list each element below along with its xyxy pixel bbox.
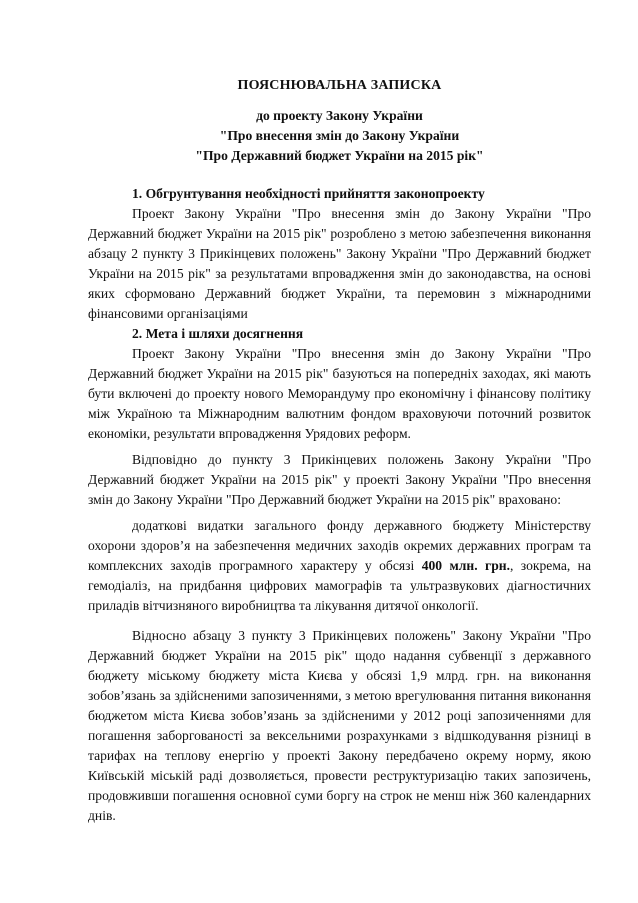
section-2-paragraph-3 [88, 516, 591, 616]
section-1-paragraph: Проект Закону України "Про внесення змін до Закону України "Про Державний бюджет України на 2015 рік" розроблено з метою забезпечення виконання абзацу 2 пункту 3 Прикінцевих положень" Закону України "Про Державний бюджет України на 2015 рік" за результатами впровадження змін до законодавства, на основі яких сформовано Державний бюджет України, та перемовин з міжнародними фінансовими організаціями [88, 206, 591, 321]
paragraph-3-text-start: додаткові видатки загального фонду державного бюджету Міністерству охорони здоров’я на забезпечення медичних заходів окремих державних програм та комплексних заходів програмного характеру у обсязі [88, 518, 591, 573]
document-title: ПОЯСНЮВАЛЬНА ЗАПИСКА [237, 78, 442, 93]
section-2-paragraph-4: Відносно абзацу 3 пункту 3 Прикінцевих положень" Закону України "Про Державний бюджет України на 2015 рік" щодо надання субвенції з державного бюджету міському бюджету міста Києва у обсязі 1,9 млрд. грн. на виконання зобов’язань за здійсненими запозиченнями, з метою врегулювання питання виконання бюджетом міста Києва зобов’язань за здійсненими у 2012 році запозиченнями для погашення заборгованості за вексельними розрахунками з відшкодування різниці в тарифах на теплову енергію у проекті Закону передбачено окрему норму, якою Київській міській раді дозволяється, провести реструктуризацію таких запозичень, продовживши погашення основної суми боргу на строк не менш ніж 360 календарних днів. [88, 628, 591, 823]
amount-highlight: 400 млн. грн. [421, 558, 510, 573]
document-page [88, 76, 591, 826]
paragraph-3-text-end: , зокрема, на гемодіаліз, на придбання цифрових мамографів та ультразвукових діагностичних приладів вітчизняного виробництва та лікування дитячої онкології. [88, 558, 591, 613]
subtitle-line-3: "Про Державний бюджет України на 2015 рік" [195, 148, 484, 163]
subtitle-line-2: "Про внесення змін до Закону України [219, 128, 460, 143]
spacer [88, 96, 591, 106]
section-1-heading: 1. Обгрунтування необхідності прийняття законопроекту [132, 186, 485, 201]
section-2-paragraph-2: Відповідно до пункту 3 Прикінцевих положень Закону України "Про Державний бюджет України на 2015 рік" у проекті Закону України "Про внесення змін до Закону України "Про Державний бюджет України на 2015 рік" враховано: [88, 452, 591, 507]
section-2-paragraph-1: Проект Закону України "Про внесення змін до Закону України "Про Державний бюджет України на 2015 рік" базуються на попередніх заходах, які мають бути включені до проекту нового Меморандуму про економічну і фінансову політику між Україною та Міжнародним валютним фондом враховуючи поточний розвиток економіки, результати впровадження Урядових реформ. [88, 346, 591, 441]
section-2-heading: 2. Мета і шляхи досягнення [132, 326, 304, 341]
subtitle-line-1: до проекту Закону України [256, 108, 423, 123]
spacer [88, 166, 591, 184]
